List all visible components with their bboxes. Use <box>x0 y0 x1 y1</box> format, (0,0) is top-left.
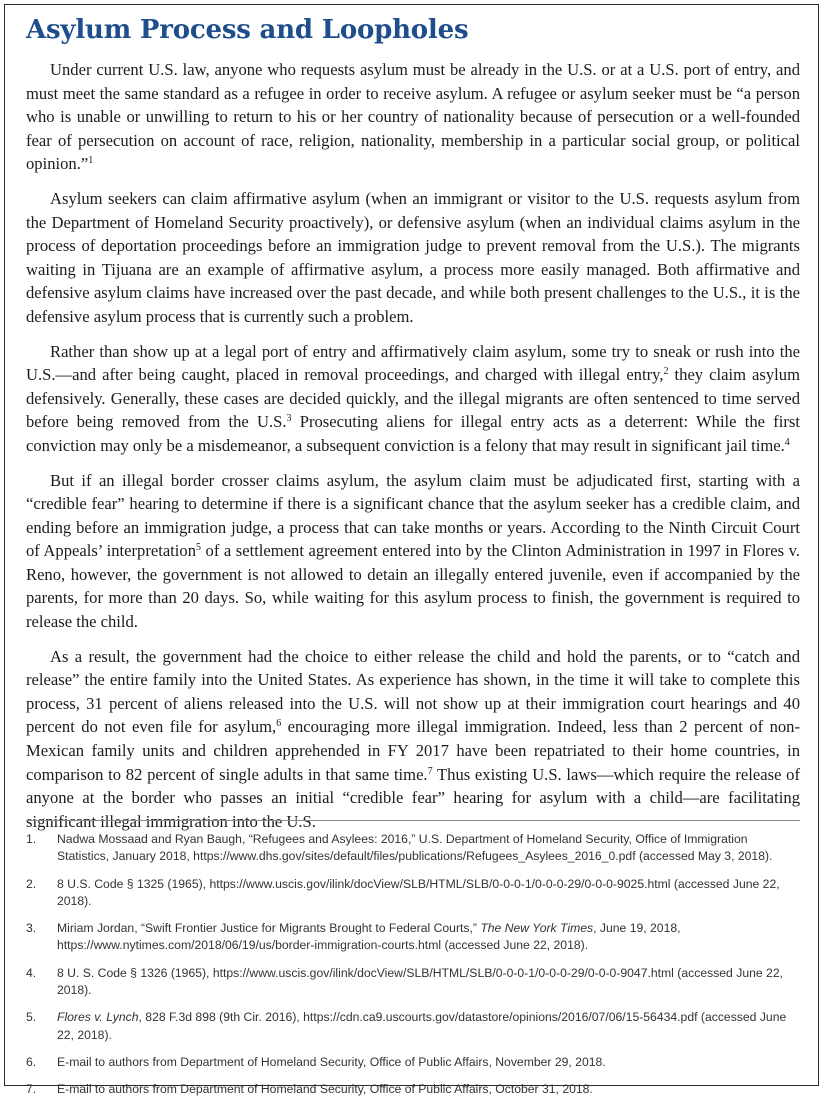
footnote-number: 5. <box>26 1010 37 1025</box>
footnote-item <box>26 1054 800 1071</box>
footnote-link[interactable]: https://www.uscis.gov/ilink/docView/SLB/HTML/SLB/0-0-0-1/0-0-0-29/0-0-0-9047.html <box>212 965 674 980</box>
footnote-number: 4. <box>26 965 37 980</box>
section-title: Asylum Process and Loopholes <box>26 15 469 45</box>
document-page <box>4 4 819 1097</box>
footnote-list <box>26 831 800 1109</box>
footnote-citation: 8 U.S. Code § 1325 (1965), <box>57 876 210 891</box>
footnote-citation: , June 19, 2018, <box>593 921 681 936</box>
footnote-citation: Nadwa Mossaad and Ryan Baugh, “Refugees and Asylees: 2016,” U.S. Department of Homeland Security, Office of Immigration Statistics, January 2018, <box>57 832 748 864</box>
footnote-item <box>26 965 800 1000</box>
footnote-access-date: (accessed June 22, 2018). <box>441 938 589 953</box>
footnote-access-date: (accessed June 22, 2018). <box>57 876 780 908</box>
footnote-text: E-mail to authors from Department of Homeland Security, Office of Public Affairs, November 29, 2018. <box>57 1054 606 1069</box>
paragraph-text: Asylum seekers can claim affirmative asylum (when an immigrant or visitor to the U.S. requests asylum from the Department of Homeland Security proactively), or defensive asylum (when an individual claims asylum in the process of deportation proceedings before an immigration judge to prevent removal from the U.S.). The migrants waiting in Tijuana are an example of affirmative asylum, a process more easily managed. Both affirmative and defensive asylum claims have increased over the past decade, and while both present challenges to the U.S., it is the defensive asylum process that is currently such a problem. <box>26 188 800 326</box>
footnote-marker: 3 <box>286 413 292 425</box>
paragraph <box>26 187 800 329</box>
footnote-text <box>57 831 800 866</box>
paragraph-text: As a result, the government had the choice to either release the child and hold the parents, or to “catch and release” the entire family into the United States. As experience has shown, in the time it will take to complete this process, 31 percent of aliens released into the U.S. will not show up at their immigration court hearings and 40 percent do not even file for asylum, <box>26 646 800 737</box>
footnote-text <box>57 965 800 1000</box>
paragraph-text: Under current U.S. law, anyone who requests asylum must be already in the U.S. or at a U.S. port of entry, and must meet the same standard as a refugee in order to receive asylum. A refugee or asylum seeker must be “a person who is unable or unwilling to return to his or her country of nationality because of persecution or a well-founded fear of persecution on account of race, religion, nationality, membership in a particular social group, or political opinion.” <box>26 60 800 174</box>
paragraph-text: Thus existing U.S. laws—which require the release of anyone at the border who passes an initial “credible fear” hearing for asylum with a child—are facilitating significant illegal immigration into the U.S. <box>26 764 801 831</box>
footnote-citation: 8 U. S. Code § 1326 (1965), <box>57 965 213 980</box>
footnote-access-date: (accessed June 22, 2018). <box>57 1010 787 1042</box>
footnote-item <box>26 831 800 866</box>
footnote-access-date: (accessed May 3, 2018). <box>635 849 773 864</box>
footnote-number: 7. <box>26 1082 37 1097</box>
footnote-marker: 6 <box>276 718 282 730</box>
footnote-link[interactable]: https://cdn.ca9.uscourts.gov/datastore/opinions/2016/07/06/15-56434.pdf <box>303 1010 698 1025</box>
footnote-marker: 1 <box>88 155 94 167</box>
paragraph <box>26 469 800 634</box>
body-text <box>26 58 800 833</box>
footnote-marker: 2 <box>663 366 669 378</box>
footnote-text <box>57 876 800 911</box>
footnote-citation: , 828 F.3d 898 (9th Cir. 2016), <box>138 1010 304 1025</box>
footnote-text <box>57 1009 800 1044</box>
paragraph-text: Rather than show up at a legal port of entry and affirmatively claim asylum, some try to sneak or rush into the U.S.—and after being caught, placed in removal proceedings, and charged with illegal entry, <box>26 341 800 385</box>
footnote-divider <box>26 820 800 821</box>
footnote-access-date: (accessed June 22, 2018). <box>57 965 783 998</box>
paragraph-text: of a settlement agreement entered into by the Clinton Administration in 1997 in Flores v. Reno, however, the government is not allowed to detain an illegally entered juvenile, even if accompanied by the parents, for more than 20 days. So, while waiting for this asylum process to finish, the government is required to release the child. <box>26 541 801 632</box>
paragraph <box>26 58 800 176</box>
footnote-text <box>57 920 800 955</box>
footnote-number: 1. <box>26 832 37 846</box>
footnote-text: E-mail to authors from Department of Homeland Security, Office of Public Affairs, October 31, 2018. <box>57 1082 593 1097</box>
footnote-item <box>26 920 800 955</box>
footnote-number: 3. <box>26 921 37 936</box>
paragraph-text: they claim asylum defensively. Generally, these cases are decided quickly, and the illegal migrants are often sentenced to time served before being removed from the U.S. <box>26 365 800 432</box>
paragraph <box>26 645 800 834</box>
footnote-number: 6. <box>26 1054 37 1069</box>
footnote-link[interactable]: https://www.dhs.gov/sites/default/files/publications/Refugees_Asylees_2016_0.pdf <box>193 849 636 864</box>
footnote-publication: The New York Times <box>480 921 594 936</box>
footnote-item <box>26 876 800 911</box>
footnote-marker: 7 <box>427 765 433 777</box>
paragraph <box>26 340 800 458</box>
paragraph-text: Prosecuting aliens for illegal entry acts as a deterrent: While the first conviction may only be a misdemeanor, a subsequent conviction is a felony that may result in significant jail time. <box>26 412 800 455</box>
footnote-link[interactable]: https://www.uscis.gov/ilink/docView/SLB/HTML/SLB/0-0-0-1/0-0-0-29/0-0-0-9025.html <box>209 876 671 891</box>
paragraph-text: But if an illegal border crosser claims asylum, the asylum claim must be adjudicated first, starting with a “credible fear” hearing to determine if there is a significant chance that the asylum seeker has a credible claim, and ending before an immigration judge, a process that can take months or years. According to the Ninth Circuit Court of Appeals’ interpretation <box>26 470 800 561</box>
footnote-citation: Miriam Jordan, “Swift Frontier Justice for Migrants Brought to Federal Courts,” <box>57 921 481 936</box>
footnote-marker: 5 <box>196 542 202 554</box>
footnote-item <box>26 1009 800 1044</box>
footnote-number: 2. <box>26 876 37 891</box>
footnote-marker: 4 <box>784 436 790 448</box>
paragraph-text: encouraging more illegal immigration. Indeed, less than 2 percent of non-Mexican family units and children apprehended in FY 2017 have been repatriated to their home countries, in comparison to 82 percent of single adults in that same time. <box>26 717 800 784</box>
footnote-case-name: Flores v. Lynch <box>57 1010 139 1025</box>
footnote-link[interactable]: https://www.nytimes.com/2018/06/19/us/border-immigration-courts.html <box>57 938 442 953</box>
